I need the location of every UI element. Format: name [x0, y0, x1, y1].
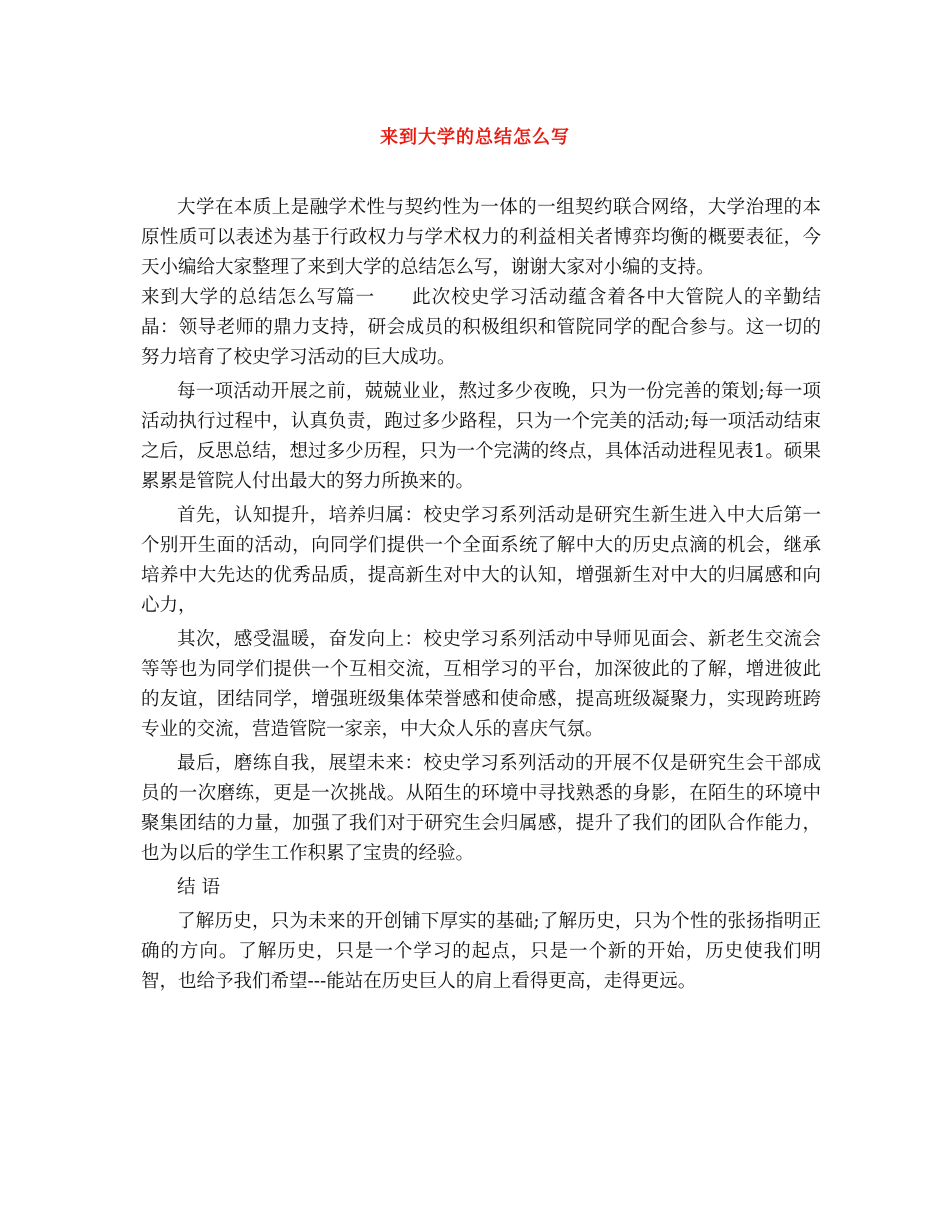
- body-paragraph-4: 最后，磨练自我，展望未来：校史学习系列活动的开展不仅是研究生会干部成员的一次磨练，更是一次挑战。从陌生的环境中寻找熟悉的身影，在陌生的环境中聚集团结的力量，加强了我们对于研究生会归属感，提升了我们的团队合作能力，也为以后的学生工作积累了宝贵的经验。: [141, 753, 821, 864]
- section-heading: 来到大学的总结怎么写篇一: [141, 287, 376, 308]
- body-paragraph-2: 首先，认知提升，培养归属：校史学习系列活动是研究生新生进入中大后第一个别开生面的活动，向同学们提供一个全面系统了解中大的历史点滴的机会，继承培养中大先达的优秀品质，提高新生对中大的认知，增强新生对中大的归属感和向心力，: [141, 505, 821, 616]
- closing-paragraph: 了解历史，只为未来的开创铺下厚实的基础;了解历史，只为个性的张扬指明正确的方向。了解历史，只是一个学习的起点，只是一个新的开始，历史使我们明智，也给予我们希望---能站在历史巨人的肩上看得更高，走得更远。: [141, 911, 821, 992]
- document-title: 来到大学的总结怎么写: [380, 127, 570, 148]
- intro-paragraph: 大学在本质上是融学术性与契约性为一体的一组契约联合网络，大学治理的本原性质可以表述为基于行政权力与学术权力的利益相关者博弈均衡的概要表征，今天小编给大家整理了来到大学的总结怎么写，谢谢大家对小编的支持。: [141, 197, 821, 278]
- body-paragraph-1: 每一项活动开展之前，兢兢业业，熬过多少夜晚，只为一份完善的策划;每一项活动执行过程中，认真负责，跑过多少路程，只为一个完美的活动;每一项活动结束之后，反思总结，想过多少历程，只为一个完满的终点，具体活动进程见表1。硕果累累是管院人付出最大的努力所换来的。: [141, 381, 821, 492]
- section-first-text: 此次校史学习活动蕴含着各中大管院人的辛勤结晶：领导老师的鼎力支持，研会成员的积极组织和管院同学的配合参与。这一切的努力培育了校史学习活动的巨大成功。: [141, 287, 821, 368]
- document-body: [141, 193, 821, 1001]
- closing-heading: 结语: [177, 877, 227, 898]
- body-paragraph-3: 其次，感受温暖，奋发向上：校史学习系列活动中导师见面会、新老生交流会等等也为同学们提供一个互相交流，互相学习的平台，加深彼此的了解，增进彼此的友谊，团结同学，增强班级集体荣誉感和使命感，提高班级凝聚力，实现跨班跨专业的交流，营造管院一家亲，中大众人乐的喜庆气氛。: [141, 629, 821, 740]
- section-paragraph: [141, 283, 821, 373]
